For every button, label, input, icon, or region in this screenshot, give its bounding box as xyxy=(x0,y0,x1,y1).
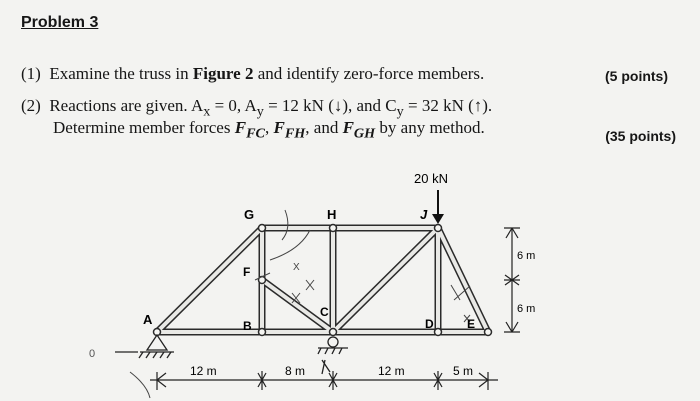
question-1-text-b: and identify zero-force members. xyxy=(253,64,485,83)
comma-1: , xyxy=(264,118,274,137)
load-label: 20 kN xyxy=(414,171,448,186)
pencil-x-mark: X xyxy=(293,262,300,273)
node-h-label: H xyxy=(327,207,337,222)
force-ffc: F xyxy=(234,118,247,137)
node-g-label: G xyxy=(244,207,255,222)
dim-label-2: 8 m xyxy=(285,364,306,378)
vertical-dimensions xyxy=(504,228,520,332)
figure-reference: Figure 2 xyxy=(192,64,254,83)
node-c-label: C xyxy=(320,305,329,319)
ay-subscript: y xyxy=(256,103,264,120)
reactions-text-d: = 32 kN (↑). xyxy=(403,96,493,115)
reactions-text-c: = 12 kN (↓), and C xyxy=(263,96,397,115)
force-ffh: F xyxy=(273,118,285,137)
node-b-label: B xyxy=(243,319,252,333)
method-text: by any method. xyxy=(375,118,485,137)
support-a xyxy=(115,335,174,358)
dim-label-4: 5 m xyxy=(453,364,474,378)
ax-subscript: x xyxy=(203,103,211,120)
dim-label-vertical-2: 6 m xyxy=(517,303,536,315)
dim-label-3: 12 m xyxy=(378,364,405,378)
force-fgh-sub: GH xyxy=(353,125,376,142)
node-d-label: D xyxy=(425,317,434,331)
question-2-number: (2) xyxy=(21,96,41,115)
determine-text: Determine member forces xyxy=(53,118,235,137)
force-fgh: F xyxy=(342,118,354,137)
comma-2: , and xyxy=(305,118,343,137)
problem-title: Problem 3 xyxy=(21,14,99,31)
node-a-label: A xyxy=(143,312,153,327)
reactions-text-b: = 0, A xyxy=(210,96,257,115)
question-1-points: (5 points) xyxy=(605,68,668,84)
dim-label-1: 12 m xyxy=(190,364,217,378)
question-2-points: (35 points) xyxy=(605,128,676,144)
question-1-text-a: Examine the truss in xyxy=(49,64,193,83)
node-f-label: F xyxy=(243,265,251,279)
force-ffc-sub: FC xyxy=(246,125,265,142)
node-e-label: E xyxy=(467,317,476,331)
load-arrow xyxy=(432,190,444,224)
question-1-number: (1) xyxy=(21,64,41,83)
cy-subscript: y xyxy=(396,103,404,120)
force-ffh-sub: FH xyxy=(284,125,306,142)
node-j-label: J xyxy=(420,207,428,222)
reactions-text-a: Reactions are given. A xyxy=(49,96,204,115)
dim-label-vertical-1: 6 m xyxy=(517,250,536,262)
pencil-zero-mark: 0 xyxy=(89,348,96,360)
support-c xyxy=(318,337,348,374)
